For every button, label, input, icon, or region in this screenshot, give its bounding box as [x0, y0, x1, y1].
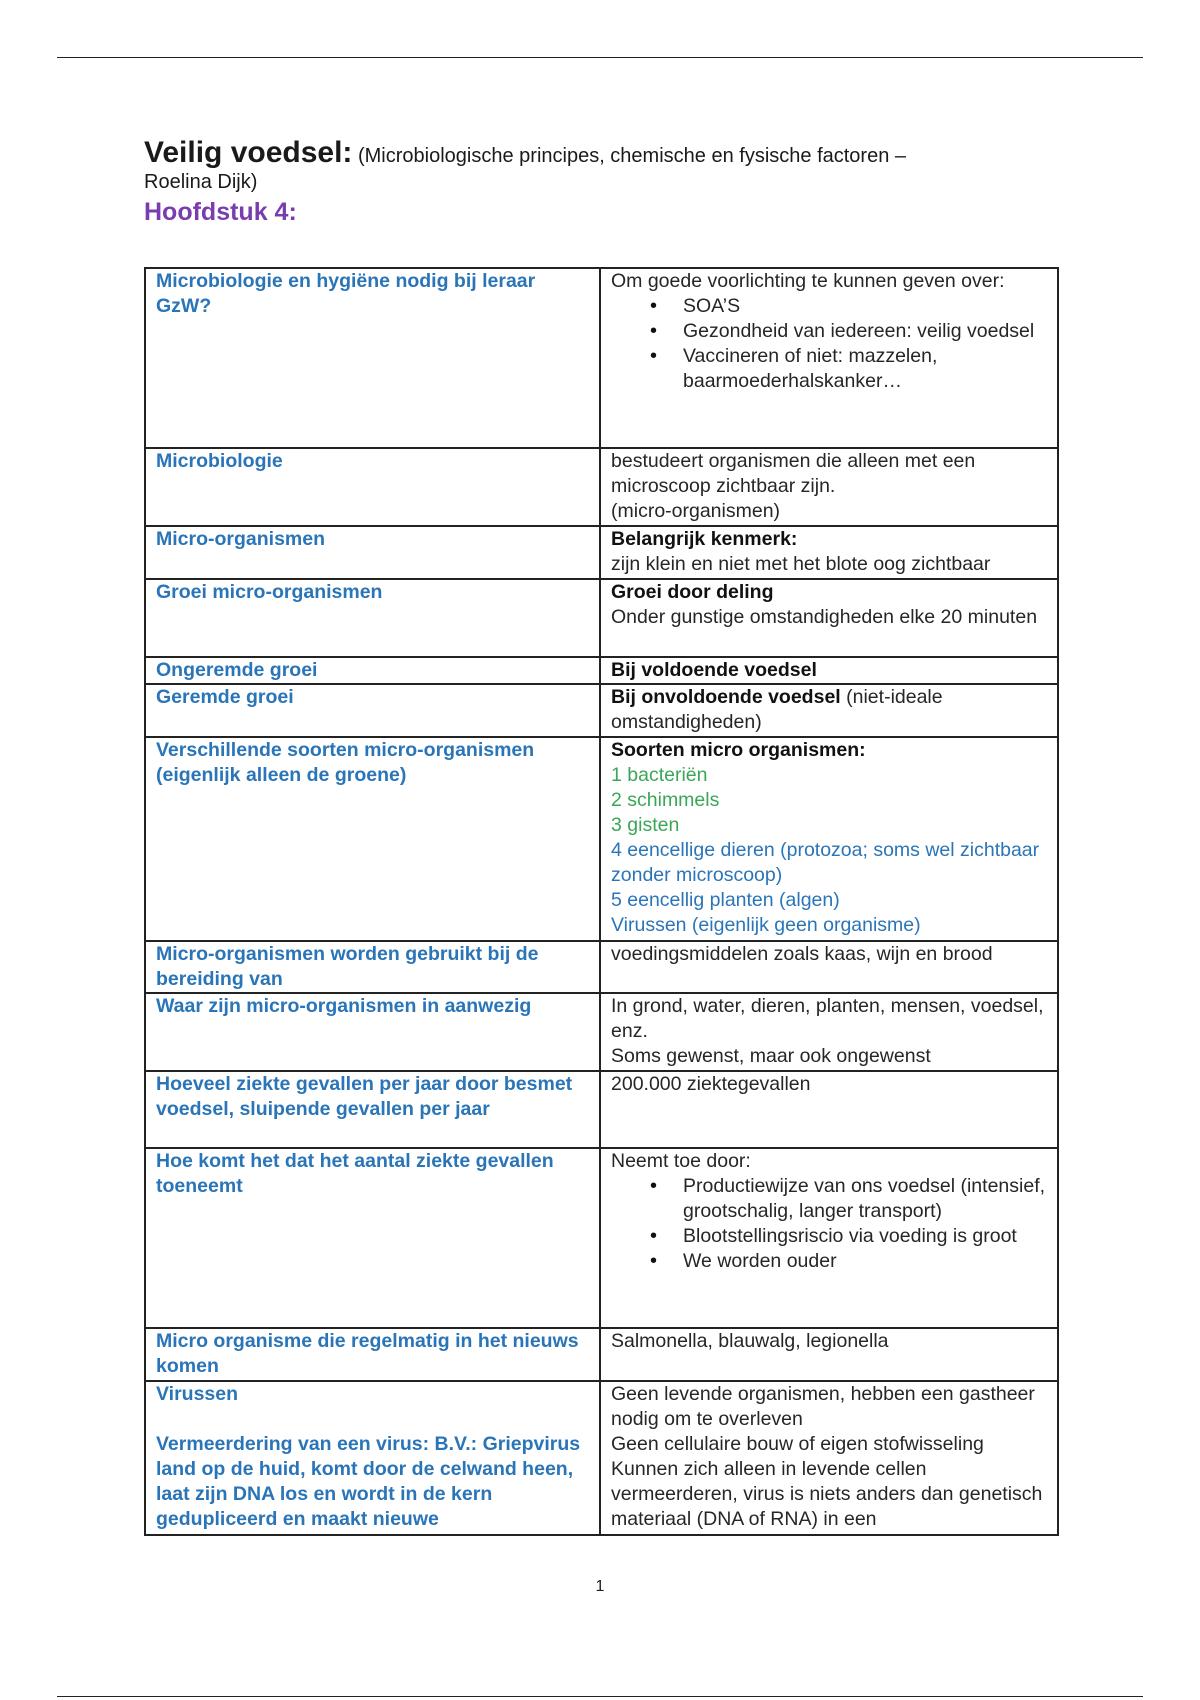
table-row	[145, 1381, 1058, 1535]
top-rule	[57, 57, 1143, 58]
definition-cell: voedingsmiddelen zoals kaas, wijn en brood	[600, 941, 1058, 993]
definition-cell	[600, 737, 1058, 941]
title-line	[144, 136, 1064, 169]
definition-bold: Bij voldoende voedsel	[611, 659, 817, 681]
document-title: Veilig voedsel:	[144, 136, 353, 169]
definition-bold: Groei door deling	[611, 581, 774, 603]
page-number: 1	[595, 1578, 605, 1595]
list-item: • Vaccineren of niet: mazzelen, baarmoederhalskanker…	[683, 344, 1049, 394]
bullet-list	[611, 1174, 1049, 1274]
definitions-table	[144, 267, 1059, 1536]
document-author: Roelina Dijk)	[144, 171, 258, 193]
definition-text: zijn klein en niet met het blote oog zichtbaar	[611, 553, 991, 575]
term-cell: Hoe komt het dat het aantal ziekte gevallen toeneemt	[145, 1148, 600, 1328]
table-row	[145, 268, 1058, 448]
term-cell: Geremde groei	[145, 684, 600, 737]
table-row	[145, 657, 1058, 684]
definition-intro: Neemt toe door:	[611, 1150, 751, 1172]
table-row	[145, 1328, 1058, 1381]
table-row	[145, 448, 1058, 526]
chapter-heading: Hoofdstuk 4:	[144, 198, 297, 226]
organism-type: 5 eencellig planten (algen)	[611, 889, 840, 911]
term-cell: Microbiologie	[145, 448, 600, 526]
definition-intro: Om goede voorlichting te kunnen geven over:	[611, 270, 1005, 292]
term-cell: Ongeremde groei	[145, 657, 600, 684]
table-row	[145, 737, 1058, 941]
definition-text: Kunnen zich alleen in levende cellen vermeerderen, virus is niets anders dan genetisch materiaal (DNA of RNA) in een	[611, 1458, 1043, 1530]
definition-cell	[600, 526, 1058, 579]
organism-type: 1 bacteriën	[611, 764, 708, 786]
table-row	[145, 941, 1058, 993]
definition-text: (niet-ideale omstandigheden)	[611, 686, 943, 733]
term-cell: Verschillende soorten micro-organismen (eigenlijk alleen de groene)	[145, 737, 600, 941]
organism-type: 3 gisten	[611, 814, 680, 836]
definition-cell	[600, 448, 1058, 526]
document-header	[144, 136, 1064, 227]
document-subtitle: (Microbiologische principes, chemische en fysische factoren –	[357, 145, 907, 167]
bullet-list	[611, 294, 1049, 394]
spacer	[156, 1407, 591, 1432]
list-item: • Gezondheid van iedereen: veilig voedsel	[683, 319, 1049, 344]
table-row	[145, 1148, 1058, 1328]
definition-cell	[600, 1148, 1058, 1328]
list-item: • Blootstellingsriscio via voeding is groot	[683, 1224, 1049, 1249]
definition-cell	[600, 684, 1058, 737]
definition-cell: 200.000 ziektegevallen	[600, 1071, 1058, 1148]
definition-text: Geen cellulaire bouw of eigen stofwisseling	[611, 1433, 984, 1455]
term-text: Vermeerdering van een virus: B.V.: Griepvirus land op de huid, komt door de celwand heen, laat zijn DNA los en wordt in de kern gedupliceerd en maakt nieuwe	[156, 1433, 581, 1530]
organism-type: 4 eencellige dieren (protozoa; soms wel zichtbaar zonder microscoop)	[611, 839, 1040, 886]
definition-text: (micro-organismen)	[611, 500, 781, 522]
table-row	[145, 684, 1058, 737]
term-cell: Waar zijn micro-organismen in aanwezig	[145, 993, 600, 1071]
definition-bold: Soorten micro organismen:	[611, 739, 866, 761]
term-cell: Micro organisme die regelmatig in het nieuws komen	[145, 1328, 600, 1381]
table-row	[145, 1071, 1058, 1148]
definition-text: Soms gewenst, maar ook ongewenst	[611, 1045, 931, 1067]
definition-cell	[600, 268, 1058, 448]
organism-type: 2 schimmels	[611, 789, 720, 811]
definition-text: In grond, water, dieren, planten, mensen, voedsel, enz.	[611, 995, 1044, 1042]
term-cell: Groei micro-organismen	[145, 579, 600, 657]
definition-cell: Salmonella, blauwalg, legionella	[600, 1328, 1058, 1381]
table-row	[145, 993, 1058, 1071]
definition-text: bestudeert organismen die alleen met een microscoop zichtbaar zijn.	[611, 450, 976, 497]
term-text: Virussen	[156, 1383, 239, 1405]
term-cell: Micro-organismen worden gebruikt bij de bereiding van	[145, 941, 600, 993]
definition-cell	[600, 579, 1058, 657]
table-row	[145, 526, 1058, 579]
definition-text: Geen levende organismen, hebben een gastheer nodig om te overleven	[611, 1383, 1035, 1430]
definition-cell	[600, 1381, 1058, 1535]
list-item: • We worden ouder	[683, 1249, 1049, 1274]
list-item: • SOA’S	[683, 294, 1049, 319]
table-row	[145, 579, 1058, 657]
definition-cell	[600, 657, 1058, 684]
list-item: • Productiewijze van ons voedsel (intensief, grootschalig, langer transport)	[683, 1174, 1049, 1224]
definition-text: Onder gunstige omstandigheden elke 20 minuten	[611, 606, 1038, 628]
organism-type: Virussen (eigenlijk geen organisme)	[611, 914, 921, 936]
term-cell: Microbiologie en hygiëne nodig bij leraar GzW?	[145, 268, 600, 448]
term-cell: Micro-organismen	[145, 526, 600, 579]
definition-bold: Belangrijk kenmerk:	[611, 528, 798, 550]
bottom-rule	[57, 1696, 1143, 1697]
term-cell	[145, 1381, 600, 1535]
definition-cell	[600, 993, 1058, 1071]
term-cell: Hoeveel ziekte gevallen per jaar door besmet voedsel, sluipende gevallen per jaar	[145, 1071, 600, 1148]
definition-bold: Bij onvoldoende voedsel	[611, 686, 841, 708]
